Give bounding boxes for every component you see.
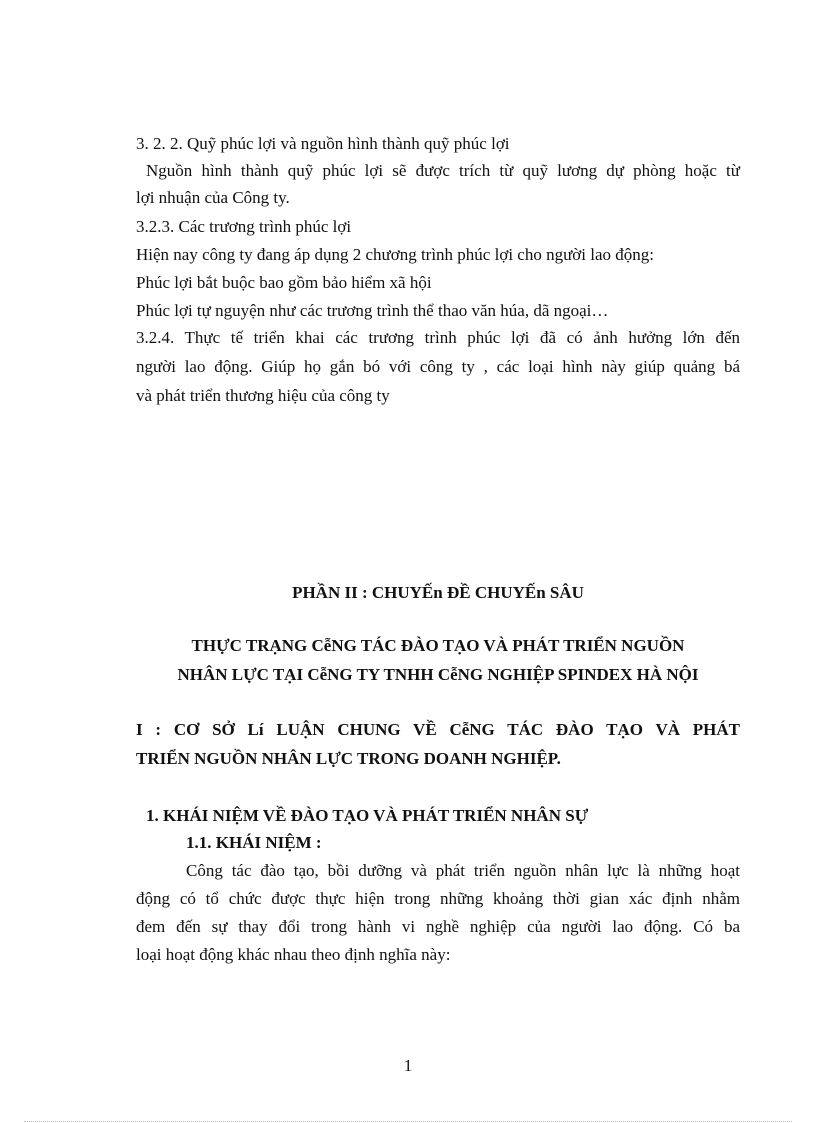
part-2-title-line-2: NHÂN LỰC TẠI CễNG TY TNHH CễNG NGHIỆP SPINDEX HÀ NỘI bbox=[177, 665, 699, 684]
part-2-heading: PHẦN II : CHUYẾn ĐỀ CHUYẾn SÂU bbox=[292, 583, 584, 602]
section-3-2-2-paragraph-line-2: lợi nhuận của Công ty. bbox=[136, 188, 290, 207]
section-3-2-3-intro: Hiện nay công ty đang áp dụng 2 chương trình phúc lợi cho người lao động: bbox=[136, 245, 655, 264]
section-3-2-4-line-1: 3.2.4. Thực tế triển khai các trương trình phúc lợi đã có ảnh hưởng lớn đến bbox=[136, 328, 740, 347]
section-3-2-3-title: 3.2.3. Các trương trình phúc lợi bbox=[136, 217, 352, 236]
definition-paragraph-line-1: Công tác đào tạo, bồi dưỡng và phát triển nguồn nhân lực là những hoạt bbox=[186, 861, 740, 880]
section-3-2-3-item-mandatory: Phúc lợi bắt buộc bao gồm bảo hiểm xã hội bbox=[136, 273, 432, 292]
part-2-title-line-1: THỰC TRẠNG CễNG TÁC ĐÀO TẠO VÀ PHÁT TRIỂN NGUỒN bbox=[191, 636, 685, 655]
definition-paragraph-line-4: loại hoạt động khác nhau theo định nghĩa này: bbox=[136, 945, 451, 964]
body-column bbox=[136, 0, 740, 1123]
page-number: 1 bbox=[403, 1056, 413, 1075]
section-3-2-4-line-3: và phát triển thương hiệu của công ty bbox=[136, 386, 390, 405]
subsection-1-1-number: 1.1. bbox=[186, 833, 212, 852]
definition-paragraph-line-2: động có tổ chức được thực hiện trong những khoảng thời gian xác định nhằm bbox=[136, 889, 740, 908]
section-3-2-2-title: 3. 2. 2. Quỹ phúc lợi và nguồn hình thành quỹ phúc lợi bbox=[136, 134, 510, 153]
page-bottom-divider bbox=[24, 1121, 792, 1122]
section-3-2-2-paragraph-line-1: Nguồn hình thành quỹ phúc lợi sẽ được trích từ quỹ lương dự phòng hoặc từ bbox=[146, 161, 740, 180]
subsection-1-1-heading bbox=[186, 830, 322, 856]
section-3-2-3-item-voluntary: Phúc lợi tự nguyện như các trương trình thể thao văn húa, dã ngoại… bbox=[136, 301, 609, 320]
subsection-1-1-label: KHÁI NIỆM : bbox=[211, 833, 322, 852]
chapter-1-title-line-2: TRIỂN NGUỒN NHÂN LỰC TRONG DOANH NGHIỆP. bbox=[136, 749, 561, 768]
section-3-2-4-line-2: người lao động. Giúp họ gắn bó với công ty , các loại hình này giúp quảng bá bbox=[136, 357, 740, 376]
chapter-1-title-line-1: I : CƠ SỞ Lí LUẬN CHUNG VỀ CễNG TÁC ĐÀO TẠO VÀ PHÁT bbox=[136, 720, 740, 739]
definition-paragraph-line-3: đem đến sự thay đổi trong hành vi nghề nghiệp của người lao động. Có ba bbox=[136, 917, 740, 936]
section-1-heading: 1. KHÁI NIỆM VỀ ĐÀO TẠO VÀ PHÁT TRIỂN NHÂN SỰ bbox=[146, 806, 589, 825]
